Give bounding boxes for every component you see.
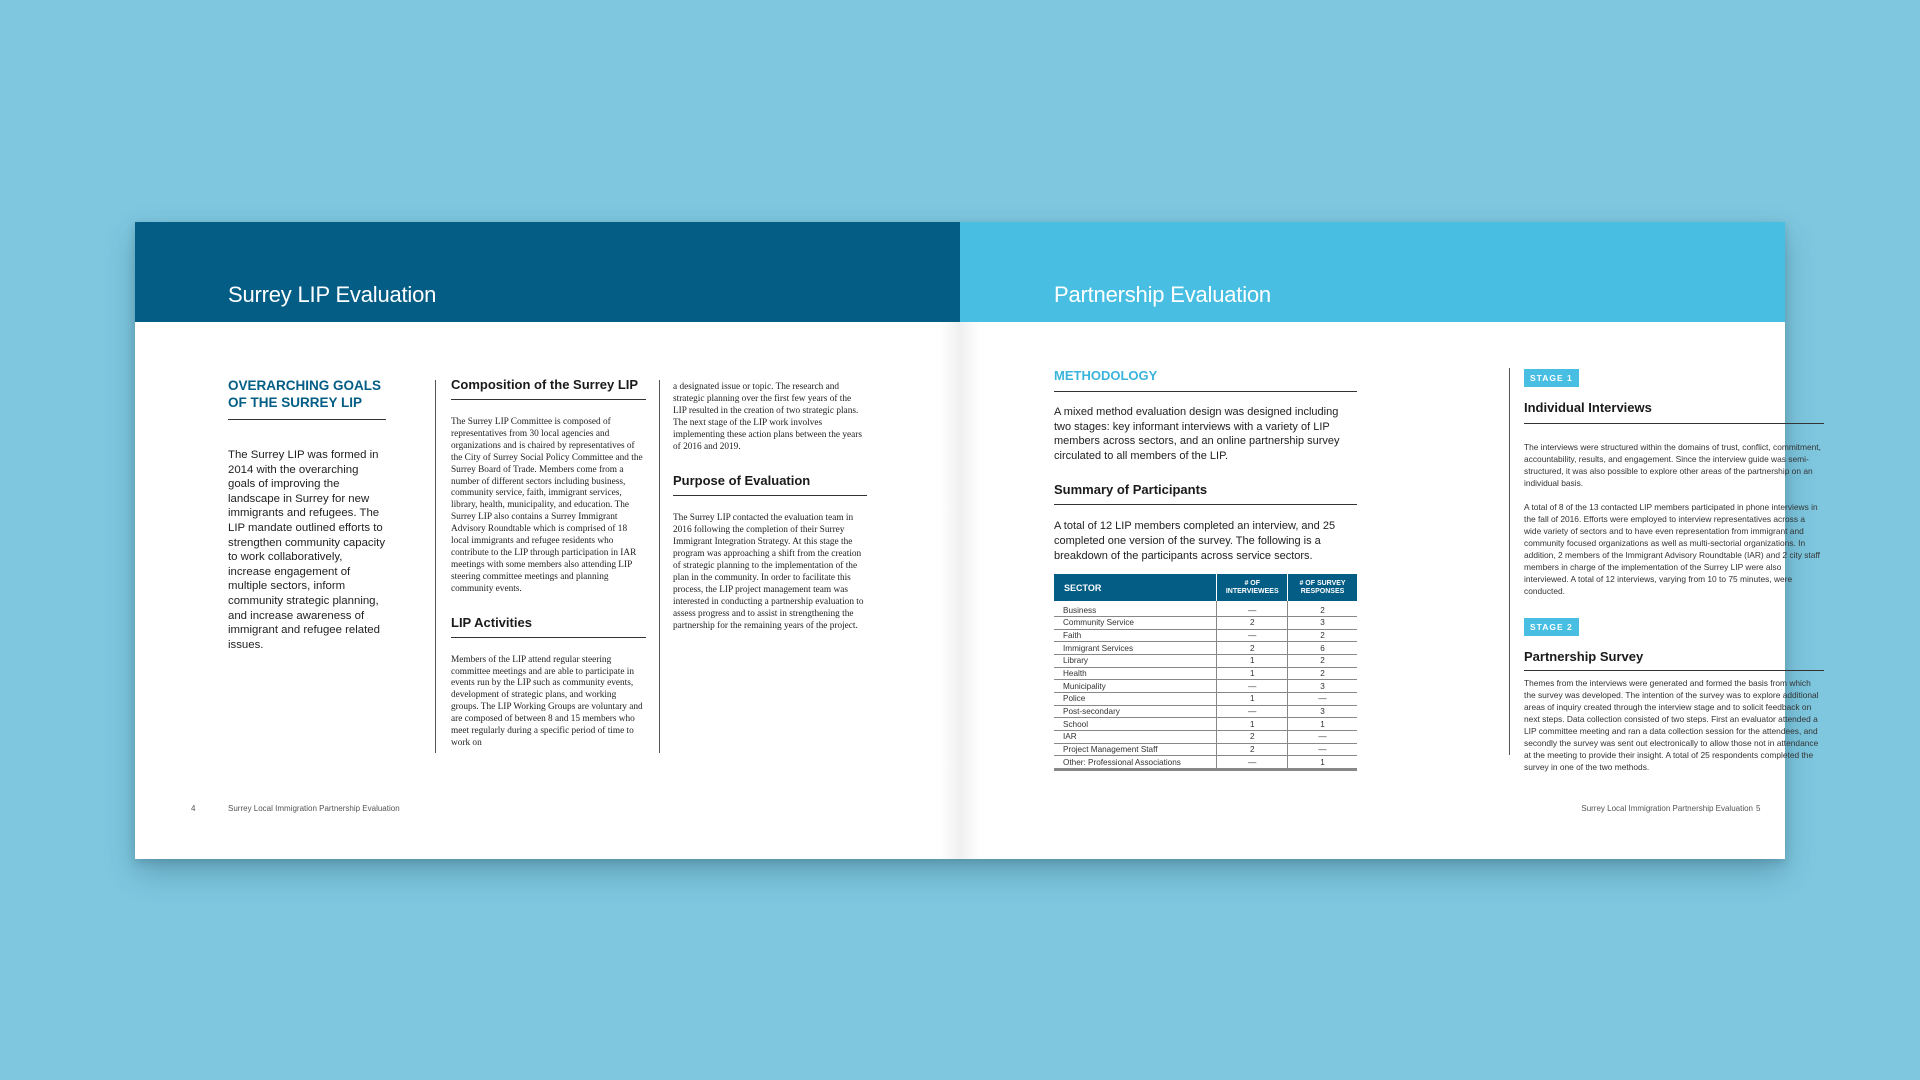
purpose-text: The Surrey LIP contacted the evaluation team in 2016 following the completion of their Surrey Immigrant Integration Strategy. At this stage the program was approaching a shift from the creation of strategic planning to the implementation of the plan in the community. In order to facilitate this process, the LIP project management team was interested in conducting a partnership evaluation to assess progress and to assist in strengthening the partnership for the remaining years of the project. bbox=[673, 513, 864, 631]
methodology-heading: METHODOLOGY bbox=[1054, 368, 1357, 392]
table-row bbox=[1054, 756, 1357, 770]
left-page bbox=[135, 222, 960, 859]
interviewees-cell: — bbox=[1217, 756, 1288, 770]
column-divider bbox=[1509, 368, 1510, 755]
stage-2-heading: Partnership Survey bbox=[1524, 649, 1824, 671]
column-divider bbox=[659, 380, 660, 753]
interviewees-cell: 2 bbox=[1217, 616, 1288, 629]
stage-2-text: Themes from the interviews were generated and formed the basis from which the survey was developed. The intention of the survey was to explore additional areas of inquiry created through the interview stage and to solicit feedback on next steps. Data collection consisted of two steps. First an evaluator attended a LIP committee meeting and ran a data collection session for the attendees, and secondly the survey was sent out electronically to allow those not in attendance at the meeting to provide their insight. A total of 25 respondents completed the survey in one of the two methods. bbox=[1524, 678, 1819, 772]
left-page-title: Surrey LIP Evaluation bbox=[228, 282, 437, 307]
stage-1-heading: Individual Interviews bbox=[1524, 400, 1824, 424]
responses-cell: — bbox=[1288, 743, 1357, 756]
responses-cell: 2 bbox=[1288, 629, 1357, 642]
methodology-column bbox=[1054, 368, 1357, 771]
table-row bbox=[1054, 680, 1357, 693]
table-row bbox=[1054, 731, 1357, 744]
table-body bbox=[1054, 601, 1357, 769]
sector-cell: Other: Professional Associations bbox=[1054, 756, 1217, 770]
right-page bbox=[960, 222, 1821, 859]
sector-cell: Municipality bbox=[1054, 680, 1217, 693]
interviewees-cell: 2 bbox=[1217, 642, 1288, 655]
purpose-heading: Purpose of Evaluation bbox=[673, 473, 867, 496]
table-row bbox=[1054, 705, 1357, 718]
responses-cell: 2 bbox=[1288, 601, 1357, 616]
table-row bbox=[1054, 654, 1357, 667]
sector-cell: Project Management Staff bbox=[1054, 743, 1217, 756]
brochure-spread bbox=[135, 222, 1821, 859]
responses-cell: 2 bbox=[1288, 667, 1357, 680]
right-page-header bbox=[960, 222, 1785, 322]
left-page-header bbox=[135, 222, 960, 322]
stage-1-badge: STAGE 1 bbox=[1524, 369, 1579, 387]
table-row bbox=[1054, 629, 1357, 642]
page-number: 4 bbox=[191, 804, 196, 813]
table-header-responses: # OF SURVEY RESPONSES bbox=[1288, 574, 1357, 601]
sector-cell: Business bbox=[1054, 601, 1217, 616]
stages-column bbox=[1524, 368, 1824, 773]
sector-cell: Immigrant Services bbox=[1054, 642, 1217, 655]
interviewees-cell: 1 bbox=[1217, 654, 1288, 667]
interviewees-cell: — bbox=[1217, 601, 1288, 616]
interviewees-cell: — bbox=[1217, 680, 1288, 693]
table-row bbox=[1054, 667, 1357, 680]
summary-heading: Summary of Participants bbox=[1054, 482, 1357, 505]
table-header-sector: SECTOR bbox=[1054, 574, 1217, 601]
responses-cell: 3 bbox=[1288, 705, 1357, 718]
interviewees-cell: — bbox=[1217, 629, 1288, 642]
sector-cell: Post-secondary bbox=[1054, 705, 1217, 718]
activities-text-continued: a designated issue or topic. The research and strategic planning over the first few years of the LIP resulted in the creation of two strategic plans. The next stage of the LIP work involves implementing these action plans between the years of 2016 and 2019. bbox=[673, 382, 862, 452]
column-divider bbox=[435, 380, 436, 753]
page-number: 5 bbox=[1756, 804, 1761, 813]
sector-cell: Health bbox=[1054, 667, 1217, 680]
responses-cell: 3 bbox=[1288, 616, 1357, 629]
responses-cell: 3 bbox=[1288, 680, 1357, 693]
sector-cell: Library bbox=[1054, 654, 1217, 667]
responses-cell: — bbox=[1288, 692, 1357, 705]
stage-2-badge: STAGE 2 bbox=[1524, 618, 1579, 636]
activities-heading: LIP Activities bbox=[451, 615, 646, 638]
table-header-row bbox=[1054, 574, 1357, 601]
sector-cell: Police bbox=[1054, 692, 1217, 705]
interviewees-cell: 1 bbox=[1217, 692, 1288, 705]
responses-cell: — bbox=[1288, 731, 1357, 744]
interviewees-cell: — bbox=[1217, 705, 1288, 718]
methodology-text: A mixed method evaluation design was designed including two stages: key informant interviews with a variety of LIP members across sectors, and an online partnership survey circulated to all members of the LIP. bbox=[1054, 406, 1340, 462]
goals-text: The Surrey LIP was formed in 2014 with the overarching goals of improving the landscape in Surrey for new immigrants and refugees. The LIP mandate outlined efforts to strengthen community capacity to work collaboratively, increase engagement of multiple sectors, inform community strategic planning, and increase awareness of immigrant and refugee related issues. bbox=[228, 449, 386, 651]
stage-1-text-2: A total of 8 of the 13 contacted LIP members participated in phone interviews in the fall of 2016. Efforts were employed to interview representatives across a wide variety of sectors and to have even representation from immigrant and community focused organizations as well as multi-sectorial organizations. In addition, 2 members of the Immigrant Advisory Roundtable (IAR) and 2 city staff members in charge of the implementation of the Surrey LIP were also interviewed. A total of 12 interviews, varying from 10 to 75 minutes, were conducted. bbox=[1524, 502, 1820, 596]
composition-heading: Composition of the Surrey LIP bbox=[451, 377, 646, 400]
goals-column bbox=[228, 377, 386, 664]
responses-cell: 1 bbox=[1288, 718, 1357, 731]
sector-cell: Faith bbox=[1054, 629, 1217, 642]
interviewees-cell: 1 bbox=[1217, 718, 1288, 731]
purpose-column bbox=[673, 382, 867, 633]
table-row bbox=[1054, 601, 1357, 616]
goals-heading: OVERARCHING GOALS OF THE SURREY LIP bbox=[228, 377, 386, 420]
right-page-title: Partnership Evaluation bbox=[1054, 282, 1271, 307]
footer-text: Surrey Local Immigration Partnership Evaluation bbox=[1581, 804, 1753, 813]
table-row bbox=[1054, 616, 1357, 629]
responses-cell: 2 bbox=[1288, 654, 1357, 667]
composition-column bbox=[451, 377, 646, 748]
interviewees-cell: 2 bbox=[1217, 731, 1288, 744]
responses-cell: 6 bbox=[1288, 642, 1357, 655]
responses-cell: 1 bbox=[1288, 756, 1357, 770]
interviewees-cell: 2 bbox=[1217, 743, 1288, 756]
table-row bbox=[1054, 718, 1357, 731]
stage-1-text-1: The interviews were structured within the domains of trust, conflict, commitment, accountability, results, and engagement. Since the interview guide was semi-structured, it was also possible to explore other areas of the partnership on an individual basis. bbox=[1524, 442, 1821, 488]
sector-cell: Community Service bbox=[1054, 616, 1217, 629]
activities-text: Members of the LIP attend regular steering committee meetings and are able to participate in events run by the LIP such as community events, development of strategic plans, and working groups. The LIP Working Groups are voluntary and are composed of between 8 and 15 members who meet regularly during a specific period of time to work on bbox=[451, 654, 643, 748]
summary-text: A total of 12 LIP members completed an interview, and 25 completed one version of the survey. The following is a breakdown of the participants across service sectors. bbox=[1054, 520, 1336, 562]
composition-text: The Surrey LIP Committee is composed of representatives from 30 local agencies and organizations and is chaired by representatives of the City of Surrey Social Policy Committee and the Surrey Board of Trade. Members come from a number of different sectors including business, community service, faith, immigrant services, library, health, municipality, and education. The Surrey LIP also contains a Surrey Immigrant Advisory Roundtable which is comprised of 18 local immigrants and refugee residents who contribute to the LIP through participation in IAR meetings with some members also attending LIP steering committee meetings and planning community events. bbox=[451, 417, 643, 594]
table-header-interviewees: # OF INTERVIEWEES bbox=[1217, 574, 1288, 601]
interviewees-cell: 1 bbox=[1217, 667, 1288, 680]
table-row bbox=[1054, 642, 1357, 655]
table-row bbox=[1054, 743, 1357, 756]
participants-table bbox=[1054, 574, 1357, 771]
sector-cell: IAR bbox=[1054, 731, 1217, 744]
sector-cell: School bbox=[1054, 718, 1217, 731]
table-row bbox=[1054, 692, 1357, 705]
footer-text: Surrey Local Immigration Partnership Evaluation bbox=[228, 804, 400, 813]
